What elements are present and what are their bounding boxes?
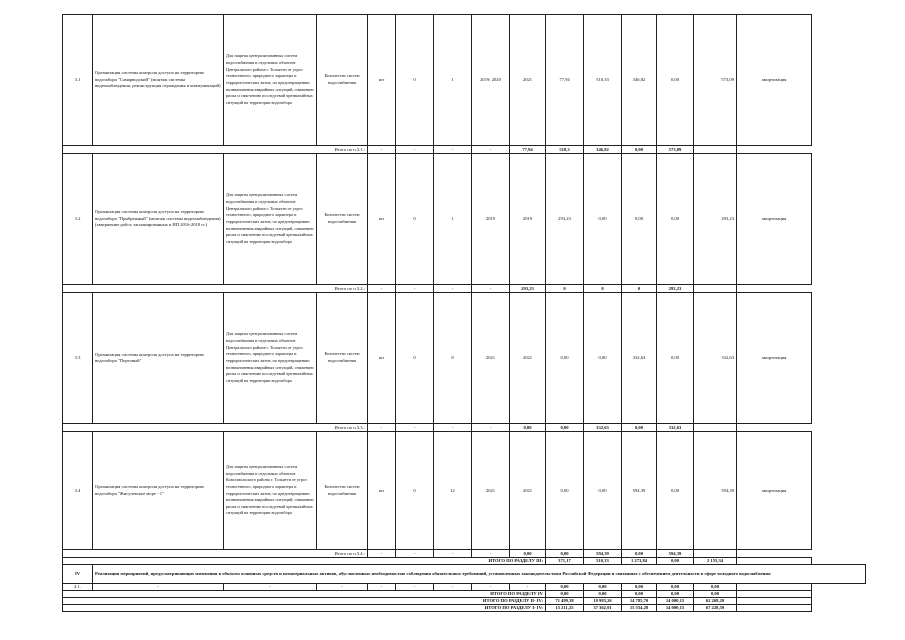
cost-value: 510,33	[584, 15, 622, 146]
subtotal-value: -	[396, 424, 434, 432]
subtotal-value: 332,63	[584, 424, 622, 432]
subtotal-row	[63, 550, 866, 558]
subtotal-label: Итого по п.3.1.:	[63, 146, 368, 154]
row-number: 4.1.	[63, 584, 93, 591]
subtotal-value: -	[368, 424, 396, 432]
indicator-name: Количество систем водоснабжения	[317, 15, 368, 146]
measure-name: Организация системы контроля доступа на территорию водозабора "Прибрежный" (монтаж системы видеонаблюдения) (завершение работ, запланированных в ИП 2016-2018 гг.)	[93, 154, 224, 285]
cost-value: 0,00	[584, 293, 622, 424]
subtotal-value: -	[434, 146, 472, 154]
subtotal-value: -	[472, 424, 510, 432]
subtotal-value: 77,94	[510, 146, 546, 154]
row-number: 3.2	[63, 154, 93, 285]
total-value: 2 155,34	[694, 558, 737, 565]
total-value: 0,00	[694, 591, 737, 598]
value-before: 0	[396, 293, 434, 424]
funding-source: амортизация	[737, 293, 812, 424]
table-row	[63, 584, 866, 591]
subtotal-source	[694, 550, 737, 558]
start-year: 2021	[472, 432, 510, 550]
section-title: Реализация мероприятий, предусматривающих изменения в объекты основных средств и нематериальных активов, обусловленных необходимостью соблюдения обязательных требований, установленных законодательством Российской Федерации и связанных с обеспечением деятельности в сфере холодного водоснабжения	[93, 565, 866, 584]
cost-value: 346,82	[622, 15, 657, 146]
cost-value: 0,00	[546, 584, 584, 591]
subtotal-value: 0,00	[622, 424, 657, 432]
subtotal-value: 332,63	[657, 424, 694, 432]
subtotal-value: -	[396, 550, 434, 558]
total-value: 67 228,59	[694, 605, 737, 612]
cost-value: 573,09	[694, 15, 737, 146]
cost-value: 293,23	[694, 154, 737, 285]
subtotal-label: Итого по п.3.3.:	[63, 424, 368, 432]
total-value: 0,00	[622, 591, 657, 598]
indicator-name: Количество систем водоснабжения	[317, 293, 368, 424]
cost-value: 0,00	[584, 584, 622, 591]
total-label: ИТОГО ПО РАЗДЕЛУ III:	[63, 558, 546, 565]
unit: -	[368, 584, 396, 591]
measure-name: Организация системы контроля доступа на территорию водозабора "Самарводский" (монтаж системы видеонаблюдения, реконструкция ограждения и коммуникаций)	[93, 15, 224, 146]
unit: шт	[368, 432, 396, 550]
cost-value: 0,00	[657, 154, 694, 285]
subtotal-value: 293,23	[510, 285, 546, 293]
subtotal-value: -	[434, 424, 472, 432]
unit: шт	[368, 15, 396, 146]
subtotal-value: 0,00	[546, 424, 584, 432]
subtotal-label: Итого по п.3.2.:	[63, 285, 368, 293]
total-row	[63, 598, 866, 605]
funding-source: амортизация	[737, 432, 812, 550]
subtotal-value: 0	[546, 285, 584, 293]
subtotal-source	[694, 424, 737, 432]
cost-value: 332,63	[694, 293, 737, 424]
cost-value: 0,00	[657, 584, 694, 591]
subtotal-value: -	[368, 550, 396, 558]
investment-program-table	[62, 14, 866, 612]
subtotal-value: 594,39	[584, 550, 622, 558]
total-value: 1 273,84	[622, 558, 657, 565]
total-value: 19 983,26	[584, 598, 622, 605]
total-value: 0,00	[657, 591, 694, 598]
total-source	[737, 605, 812, 612]
total-value: 371,17	[546, 558, 584, 565]
subtotal-value: 594,39	[657, 550, 694, 558]
subtotal-value: -	[396, 285, 434, 293]
value-after: -	[434, 584, 472, 591]
cost-value: 0,00	[546, 432, 584, 550]
subtotal-value: -	[434, 550, 472, 558]
section-header-row	[63, 565, 866, 584]
cost-value: 594,39	[622, 432, 657, 550]
total-source	[737, 558, 812, 565]
unit: шт	[368, 154, 396, 285]
cost-value: 0,00	[546, 293, 584, 424]
subtotal-value: 0	[622, 285, 657, 293]
total-value: 0,00	[546, 591, 584, 598]
cost-value: 0,00	[694, 584, 737, 591]
start-year: 2019; 2020	[472, 15, 510, 146]
value-after: 1	[434, 154, 472, 285]
measure-name: Организация системы контроля доступа на территорию водозабора "Жигулевское море - 1"	[93, 432, 224, 550]
total-value: 15 554,28	[622, 605, 657, 612]
total-value: 14 000,15	[657, 605, 694, 612]
cost-value: 0,00	[657, 15, 694, 146]
subtotal-row	[63, 424, 866, 432]
indicator-name: Количество систем водоснабжения	[317, 154, 368, 285]
cost-value: 77,94	[546, 15, 584, 146]
subtotal-value: -	[368, 146, 396, 154]
start-year: -	[472, 584, 510, 591]
subtotal-value: -	[368, 285, 396, 293]
subtotal-value: 0,00	[510, 550, 546, 558]
cost-value: 293,23	[546, 154, 584, 285]
subtotal-label: Итого по п.3.4.:	[63, 550, 368, 558]
total-source	[737, 591, 812, 598]
table-row	[63, 432, 866, 550]
subtotal-value: 346,82	[584, 146, 622, 154]
value-after: 8	[434, 293, 472, 424]
value-before: 0	[396, 432, 434, 550]
funding-source	[737, 584, 812, 591]
total-value: 71 499,38	[546, 598, 584, 605]
table-row	[63, 154, 866, 285]
measure-name: -	[93, 584, 224, 591]
cost-value: 0,00	[584, 154, 622, 285]
subtotal-row	[63, 146, 866, 154]
total-label: ИТОГО ПО РАЗДЕЛУ IV	[63, 591, 546, 598]
value-before: 0	[396, 154, 434, 285]
total-value: 15 211,25	[546, 605, 584, 612]
total-value: 14 000,15	[657, 598, 694, 605]
subtotal-value: 573,09	[657, 146, 694, 154]
measure-purpose: Для защиты централизованных систем водоснабжения и отдельных объектов Центрального района г. Тольятти от угроз техногенного, природного характера и террористических актов, по предотвращению возникновения аварийных ситуаций, снижению риска и смягчению последствий чрезвычайных ситуаций на территории водозабора	[224, 15, 317, 146]
subtotal-value: -	[396, 146, 434, 154]
cost-value: 0,00	[657, 432, 694, 550]
subtotal-value: 510,3	[546, 146, 584, 154]
end-year: -	[510, 584, 546, 591]
subtotal-source	[694, 146, 737, 154]
table-row	[63, 15, 866, 146]
subtotal-value: -	[472, 285, 510, 293]
subtotal-row	[63, 285, 866, 293]
indicator-name: Количество систем водоснабжения	[317, 432, 368, 550]
subtotal-value: 0,00	[622, 146, 657, 154]
subtotal-value: -	[434, 285, 472, 293]
start-year: 2021	[472, 293, 510, 424]
cost-value: 0,00	[622, 154, 657, 285]
subtotal-value: 0,00	[622, 550, 657, 558]
subtotal-value: 0,00	[510, 424, 546, 432]
cost-value: 0,00	[657, 293, 694, 424]
measure-purpose: Для защиты централизованных систем водоснабжения и отдельных объектов Центрального района г. Тольятти от угроз техногенного, природного характера и террористических актов, по предотвращению возникновения аварийных ситуаций, снижению риска и смягчению последствий чрезвычайных ситуаций на территории водозабора	[224, 154, 317, 285]
cost-value: 332,63	[622, 293, 657, 424]
total-row	[63, 605, 866, 612]
cost-value: 0,00	[622, 584, 657, 591]
total-label: ИТОГО ПО РАЗДЕЛУ II- IV:	[63, 598, 546, 605]
unit: шт	[368, 293, 396, 424]
funding-source: амортизация	[737, 154, 812, 285]
value-after: 1	[434, 15, 472, 146]
cost-value: 594,39	[694, 432, 737, 550]
value-before: -	[396, 584, 434, 591]
end-year: 2019	[510, 154, 546, 285]
subtotal-value: 0,00	[546, 550, 584, 558]
total-value: 510,33	[584, 558, 622, 565]
value-before: 0	[396, 15, 434, 146]
total-row	[63, 558, 866, 565]
table-row	[63, 293, 866, 424]
row-number: 3.3	[63, 293, 93, 424]
measure-name: Организация системы контроля доступа на территорию водозабора "Портовый"	[93, 293, 224, 424]
row-number: 3.4	[63, 432, 93, 550]
cost-value: 0,00	[584, 432, 622, 550]
subtotal-value: 0	[584, 285, 622, 293]
total-value: 0,00	[584, 591, 622, 598]
funding-source: амортизация	[737, 15, 812, 146]
subtotal-value: 293,23	[657, 285, 694, 293]
total-value: 0,00	[657, 558, 694, 565]
section-number: IV	[63, 565, 93, 584]
total-row	[63, 591, 866, 598]
measure-purpose: Для защиты централизованных систем водоснабжения и отдельных объектов Центрального района г. Тольятти от угроз техногенного, природного характера и террористических актов, по предотвращению возникновения аварийных ситуаций, снижению риска и смягчению последствий чрезвычайных ситуаций на территории водозабора	[224, 293, 317, 424]
measure-purpose: Для защиты централизованных систем водоснабжения и отдельных объектов Комсомольского района г. Тольятти от угроз техногенного, природного характера и террористических актов, по предотвращению возникновения аварийных ситуаций, снижению риска и смягчению последствий чрезвычайных ситуаций на территории водозабора	[224, 432, 317, 550]
total-value: 37 362,91	[584, 605, 622, 612]
total-label: ИТОГО ПО РАЗДЕЛУ I- IV:	[63, 605, 546, 612]
end-year: 2021	[510, 15, 546, 146]
subtotal-value: -	[472, 146, 510, 154]
measure-purpose: -	[224, 584, 317, 591]
end-year: 2021	[510, 293, 546, 424]
total-value: 62 268,29	[694, 598, 737, 605]
document-table	[62, 14, 843, 612]
total-source	[737, 598, 812, 605]
indicator-name: -	[317, 584, 368, 591]
start-year: 2019	[472, 154, 510, 285]
total-value: 14 785,70	[622, 598, 657, 605]
row-number: 3.1	[63, 15, 93, 146]
subtotal-value: -	[472, 550, 510, 558]
subtotal-source	[694, 285, 737, 293]
value-after: 12	[434, 432, 472, 550]
end-year: 2021	[510, 432, 546, 550]
